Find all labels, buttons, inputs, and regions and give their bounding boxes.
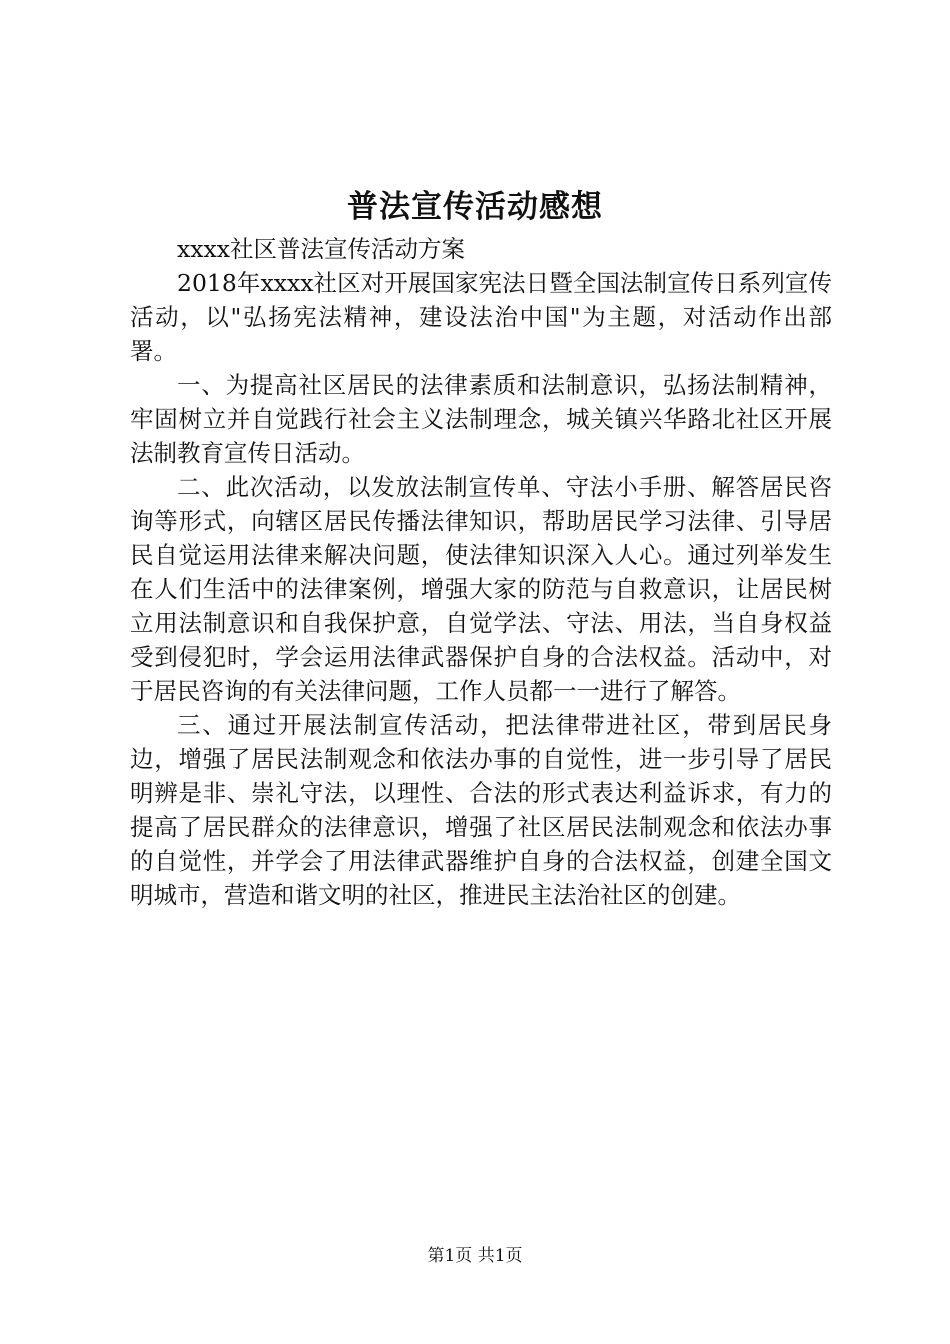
page-footer: 第1页 共1页: [427, 1246, 523, 1266]
paragraph-subtitle: xxxx社区普法宣传活动方案: [177, 235, 466, 263]
document-body: [130, 232, 832, 912]
paragraph-section-2: 二、此次活动，以发放法制宣传单、守法小手册、解答居民咨询等形式，向辖区居民传播法律知识，帮助居民学习法律、引导居民自觉运用法律来解决问题，使法律知识深入人心。通过列举发生在人们生活中的法律案例，增强大家的防范与自救意识，让居民树立用法制意识和自我保护意，自觉学法、守法、用法，当自身权益受到侵犯时，学会运用法律武器保护自身的合法权益。活动中，对于居民咨询的有关法律问题，工作人员都一一进行了解答。: [130, 473, 832, 705]
paragraph-intro: 2018年xxxx社区对开展国家宪法日暨全国法制宣传日系列宣传活动，以"弘扬宪法精神，建设法治中国"为主题，对活动作出部署。: [130, 269, 832, 365]
paragraph-section-1: 一、为提高社区居民的法律素质和法制意识，弘扬法制精神，牢固树立并自觉践行社会主义法制理念，城关镇兴华路北社区开展法制教育宣传日活动。: [130, 371, 832, 467]
paragraph-section-3: 三、通过开展法制宣传活动，把法律带进社区，带到居民身边，增强了居民法制观念和依法办事的自觉性，进一步引导了居民明辨是非、崇礼守法，以理性、合法的形式表达利益诉求，有力的提高了居民群众的法律意识，增强了社区居民法制观念和依法办事的自觉性，并学会了用法律武器维护自身的合法权益，创建全国文明城市，营造和谐文明的社区，推进民主法治社区的创建。: [130, 711, 832, 909]
document-title: 普法宣传活动感想: [347, 189, 603, 225]
